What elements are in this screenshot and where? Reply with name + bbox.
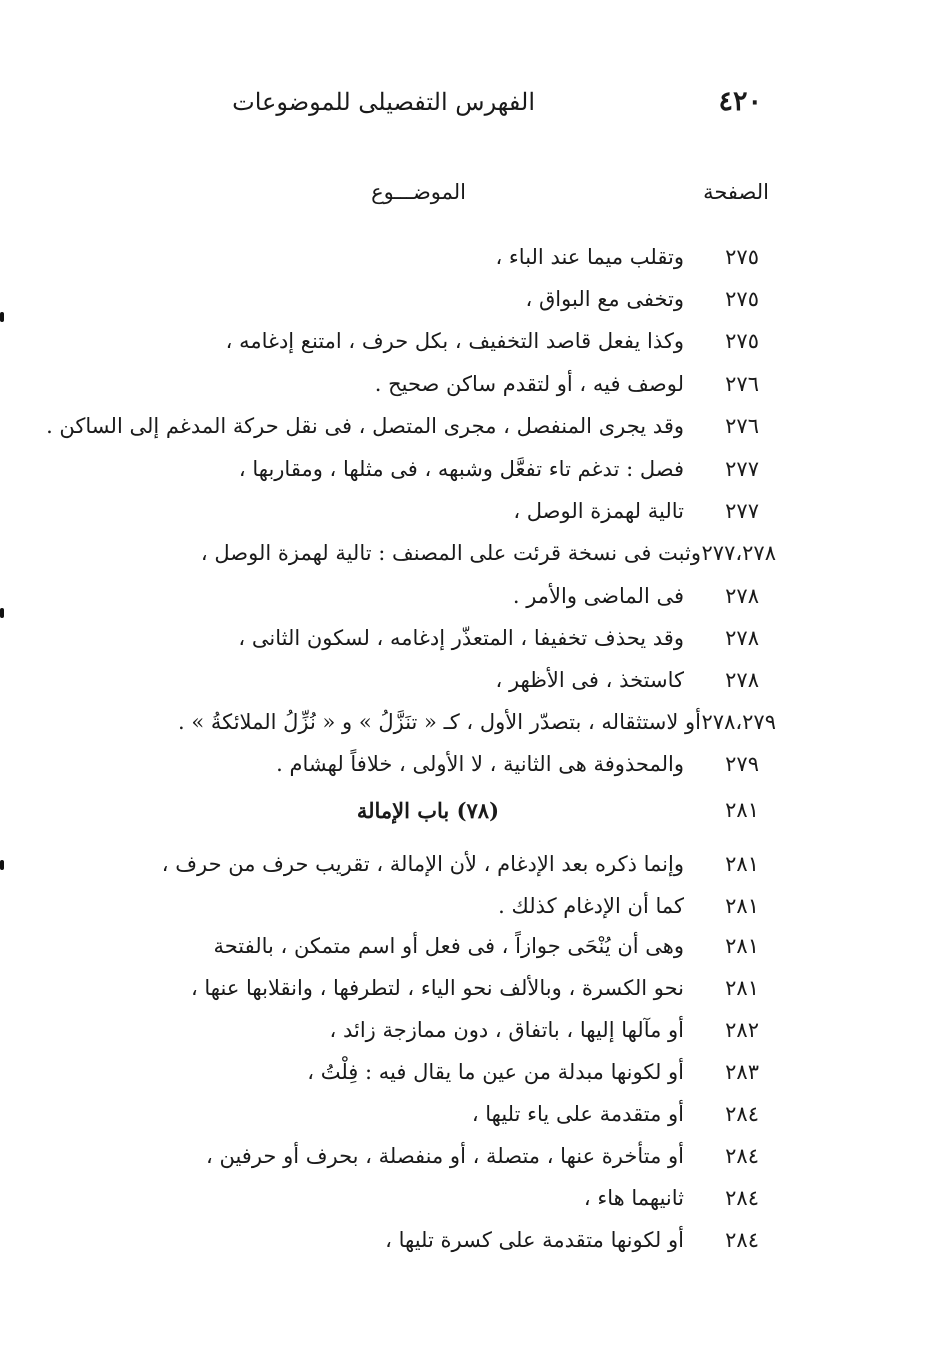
index-entry — [0, 584, 944, 624]
entry-page-number: ٢٨١ — [725, 798, 759, 822]
entry-text: كما أن الإدغام كذلك . — [498, 894, 684, 918]
index-entry — [0, 668, 944, 708]
entry-text: أو متأخرة عنها ، متصلة ، أو منفصلة ، بحرف أو حرفين ، — [206, 1144, 684, 1168]
entry-text: فى الماضى والأمر . — [512, 584, 684, 608]
index-entry — [0, 976, 944, 1016]
index-entry — [0, 852, 944, 892]
entry-text: وثبت فى نسخة قرئت على المصنف : تالية لهمزة الوصل ، — [200, 541, 701, 565]
entry-page-number: ٢٨١ — [725, 976, 759, 1000]
section-title: (٧٨) باب الإمالة — [356, 798, 499, 823]
page-header — [232, 86, 770, 126]
index-entry — [0, 894, 944, 934]
entry-text: وإنما ذكره بعد الإدغام ، لأن الإمالة ، تقريب حرف من حرف ، — [161, 852, 684, 876]
entry-page-number: ٢٧٨ — [725, 668, 759, 692]
page-column-heading: الصفحة — [703, 180, 769, 204]
entry-text: فصل : تدغم تاء تفعَّل وشبهه ، فى مثلها ، ومقاربها ، — [238, 457, 684, 481]
entry-text: وقد يجرى المنفصل ، مجرى المتصل ، فى نقل حركة المدغم إلى الساكن . — [46, 414, 684, 438]
entry-page-number: ٢٧٨ — [725, 626, 759, 650]
entry-text: أو لاستثقاله ، بتصدّر الأول ، كـ « تنَزَّلُ » و « نُزِّلُ الملائكةُ » . — [177, 710, 701, 734]
index-entry — [0, 1228, 944, 1268]
entry-text: أو لكونها متقدمة على كسرة تليها ، — [385, 1228, 684, 1252]
index-entry — [0, 287, 944, 327]
entry-text: ثانيهما هاء ، — [583, 1186, 684, 1210]
section-heading-row — [0, 798, 944, 838]
entry-text: تالية لهمزة الوصل ، — [513, 499, 684, 523]
entry-page-number: ٢٧٧،٢٧٨ — [701, 541, 776, 565]
index-entry — [0, 499, 944, 539]
entry-page-number: ٢٨٤ — [725, 1102, 759, 1126]
index-entry — [0, 457, 944, 497]
entry-text: أو مآلها إليها ، باتفاق ، دون ممازجة زائد ، — [329, 1018, 684, 1042]
entry-page-number: ٢٨٤ — [725, 1186, 759, 1210]
entry-text: والمحذوفة هى الثانية ، لا الأولى ، خلافاً لهشام . — [276, 752, 684, 776]
index-entry — [0, 1144, 944, 1184]
entry-page-number: ٢٧٥ — [725, 287, 759, 311]
entry-text: أو متقدمة على ياء تليها ، — [471, 1102, 684, 1126]
entry-page-number: ٢٧٨،٢٧٩ — [701, 710, 776, 734]
entry-page-number: ٢٧٨ — [725, 584, 759, 608]
entry-page-number: ٢٨٤ — [725, 1144, 759, 1168]
entry-page-number: ٢٧٦ — [725, 372, 759, 396]
entry-page-number: ٢٨٤ — [725, 1228, 759, 1252]
running-title: الفهرس التفصيلى للموضوعات — [232, 88, 535, 116]
index-entry — [0, 1018, 944, 1058]
entry-text: كاستخذ ، فى الأظهر ، — [495, 668, 684, 692]
index-entry — [0, 245, 944, 285]
margin-mark — [0, 860, 4, 870]
topic-column-heading: الموضـــوع — [371, 180, 466, 204]
index-entry — [0, 329, 944, 369]
index-entry — [0, 1060, 944, 1100]
entry-page-number: ٢٨١ — [725, 852, 759, 876]
index-entry — [0, 1186, 944, 1226]
entry-page-number: ٢٧٧ — [725, 457, 759, 481]
index-entry — [0, 934, 944, 974]
entry-text: وتخفى مع البواق ، — [525, 287, 684, 311]
index-entry — [0, 752, 944, 792]
entry-text: وتقلب ميما عند الباء ، — [495, 245, 684, 269]
entry-text: وقد يحذف تخفيفا ، المتعذّر إدغامه ، لسكون الثانى ، — [238, 626, 684, 650]
entry-text: نحو الكسرة ، وبالألف نحو الياء ، لتطرفها ، وانقلابها عنها ، — [190, 976, 684, 1000]
entry-text: وهى أن يُنْحَى جوازاً ، فى فعل أو اسم متمكن ، بالفتحة — [213, 934, 684, 958]
entry-text: لوصف فيه ، أو لتقدم ساكن صحيح . — [374, 372, 684, 396]
entry-page-number: ٢٧٦ — [725, 414, 759, 438]
entry-page-number: ٢٨٣ — [725, 1060, 759, 1084]
entry-page-number: ٢٧٥ — [725, 329, 759, 353]
entry-page-number: ٢٨٢ — [725, 1018, 759, 1042]
margin-mark — [0, 312, 4, 322]
entry-page-number: ٢٨١ — [725, 934, 759, 958]
entry-text: أو لكونها مبدلة من عين ما يقال فيه : فِلْتُ ، — [307, 1060, 684, 1084]
entry-page-number: ٢٧٩ — [725, 752, 759, 776]
index-entry — [0, 1102, 944, 1142]
index-entry — [0, 541, 944, 581]
entry-page-number: ٢٧٥ — [725, 245, 759, 269]
index-entry — [0, 414, 944, 454]
entry-page-number: ٢٨١ — [725, 894, 759, 918]
margin-mark — [0, 608, 4, 618]
index-entry — [0, 626, 944, 666]
entry-text: وكذا يفعل قاصد التخفيف ، بكل حرف ، امتنع إدغامه ، — [225, 329, 684, 353]
page-number: ٤٢٠ — [718, 86, 762, 117]
index-entry — [0, 710, 944, 750]
index-entry — [0, 372, 944, 412]
entry-page-number: ٢٧٧ — [725, 499, 759, 523]
